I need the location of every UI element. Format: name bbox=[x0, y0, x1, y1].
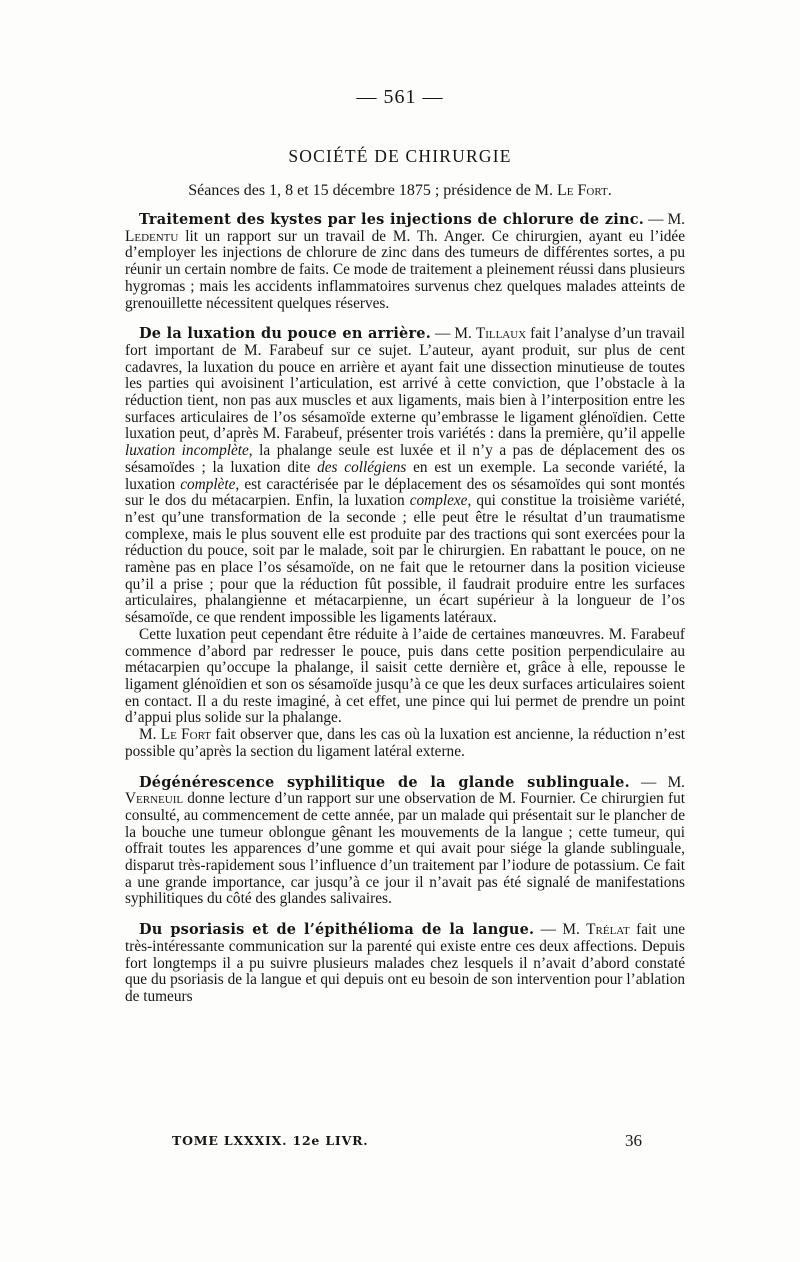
signature-number: 36 bbox=[625, 1131, 642, 1150]
page-footer bbox=[172, 1133, 662, 1150]
paragraph-text: fait observer que, dans les cas où la luxation est ancienne, la réduction n’est possible qu’après la section du ligament latéral externe. bbox=[125, 726, 686, 760]
speaker-name: Trélat bbox=[586, 921, 630, 939]
section-title: De la luxation du pouce en arrière. bbox=[139, 325, 431, 343]
paragraph bbox=[125, 212, 685, 312]
speaker-prefix: — M. bbox=[644, 211, 685, 228]
section-syphilis bbox=[125, 775, 685, 909]
society-heading: SOCIÉTÉ DE CHIRURGIE bbox=[288, 146, 512, 166]
speaker-name: Verneuil bbox=[125, 790, 184, 808]
section-title: Du psoriasis et de l’épithélioma de la langue. bbox=[139, 921, 535, 939]
paragraph-prefix: M. bbox=[139, 726, 161, 744]
paragraph-text: fait l’analyse d’un travail fort important de M. Farabeuf sur ce sujet. L’auteur, ayant produit, sur plus de cent cadavres, la luxation du pouce en arrière et ayant fait une dissection minutieuse de toutes les parties qui avoisinent l’articulation, est arrivé à cette conviction, que l’obstacle à la réduction tient, non pas aux muscles et aux ligaments, mais bien à l’interposition entre les surfaces articulaires de l’os sésamoïde externe qu’embrasse le ligament glénoïdien. Cette luxation peut, d’après M. Farabeuf, présenter trois variétés : dans la première, qu’il appelle bbox=[125, 325, 685, 443]
page-number: — 561 — bbox=[356, 86, 444, 108]
sessions-line bbox=[0, 182, 800, 200]
tome-line: TOME LXXXIX. 12e LIVR. bbox=[172, 1133, 369, 1148]
speaker-prefix: — M. bbox=[534, 921, 587, 939]
paragraph bbox=[125, 727, 685, 760]
paragraph-text: donne lecture d’un rapport sur une observation de M. Fournier. Ce chirurgien fut consulté, au commencement de cette année, par un malade qui présentait sur le plancher de la bouche une tumeur oblongue gênant les mouvements de la langue ; cette tumeur, qui offrait toutes les apparences d’une gomme et qui avait pour siége la glande sublinguale, disparut très-rapidement sous l’influence d’un traitement par l’iodure de potassium. Ce fait a une grande importance, car jusqu’à ce jour il n’avait pas été signalé de manifestations syphilitiques du côté des glandes salivaires. bbox=[125, 790, 685, 908]
speaker-name: Ledentu bbox=[125, 227, 179, 245]
emphasis: luxation incomplète, bbox=[125, 442, 253, 460]
paragraph bbox=[125, 775, 685, 909]
speaker-prefix: — M. bbox=[430, 325, 476, 343]
section-luxation bbox=[125, 326, 685, 760]
paragraph bbox=[125, 326, 685, 627]
article-body bbox=[125, 212, 685, 1006]
emphasis: complexe, bbox=[409, 492, 472, 510]
sessions-text: Séances des 1, 8 et 15 décembre 1875 ; présidence de M. bbox=[188, 182, 554, 199]
emphasis: complète, bbox=[180, 475, 240, 493]
section-title: Dégénérescence syphilitique de la glande sublinguale. bbox=[139, 773, 630, 791]
paragraph-text: qui constitue la troisième variété, n’est qu’une transformation de la seconde ; elle peut être le résultat d’un traumatisme complexe, mais le plus souvent elle est produite par des tractions qui sont exercées pour la réduction du pouce, soit par le malade, soit par le chirurgien. En rabattant le pouce, on ne ramène pas en place l’os sésamoïde, on ne fait que le retourner dans la position vicieuse qu’il a prise ; pour que la réduction fût possible, il faudrait produire entre les surfaces articulaires, phalangienne et métacarpienne, un écart supérieur à la longueur de l’os sésamoïde, ce que rendent impossible les ligaments latéraux. bbox=[125, 492, 685, 627]
paragraph-text: fait une très-intéressante communication sur la parenté qui existe entre ces deux affections. Depuis fort longtemps il a pu suivre plusieurs malades chez lesquels il n’avait d’abord constaté que du psoriasis de la langue et qui depuis ont eu besoin de son intervention pour l’ablation de tumeurs bbox=[125, 921, 686, 1005]
president-name: Le Fort. bbox=[557, 182, 612, 199]
speaker-name: Le Fort bbox=[160, 726, 211, 744]
speaker-prefix: — M. bbox=[629, 773, 685, 791]
paragraph: Cette luxation peut cependant être réduite à l’aide de certaines manœuvres. M. Farabeuf commence d’abord par redresser le pouce, puis dans cette position perpendiculaire au métacarpien qu’occupe la phalange, il saisit cette dernière et, grâce à elle, repousse le ligament glénoïdien et son os sésamoïde jusqu’à ce que les deux surfaces articulaires soient en contact. Il a du reste imaginé, à cet effet, une pince qui lui permet de prendre un point d’appui plus solide sur la phalange. bbox=[125, 625, 685, 727]
section-kystes bbox=[125, 212, 685, 312]
section-title: Traitement des kystes par les injections de chlorure de zinc. bbox=[139, 211, 645, 228]
paragraph-text: lit un rapport sur un travail de M. Th. Anger. Ce chirurgien, ayant eu l’idée d’employer les injections de chlorure de zinc dans des tumeurs de différentes sortes, a pu réunir un certain nombre de faits. Ce mode de traitement a pleinement réussi dans plusieurs hygromas ; mais les accidents inflammatoires survenus chez quelques malades atteints de grenouillette nécessitent quelques réserves. bbox=[125, 227, 685, 312]
emphasis: des collégiens bbox=[317, 458, 407, 476]
paragraph-text: en est un exemple. La seconde variété, la luxation bbox=[125, 458, 685, 493]
paragraph bbox=[125, 922, 685, 1006]
paragraph-text: la phalange seule est luxée et il n’y a pas de déplacement des os sésamoïdes ; la luxation dite bbox=[125, 442, 685, 476]
speaker-name: Tillaux bbox=[475, 325, 527, 343]
section-psoriasis bbox=[125, 922, 685, 1006]
paragraph-text: est caractérisée par le déplacement des os sésamoïdes qui sont montés sur le dos du métacarpien. Enfin, la luxation bbox=[125, 475, 685, 510]
